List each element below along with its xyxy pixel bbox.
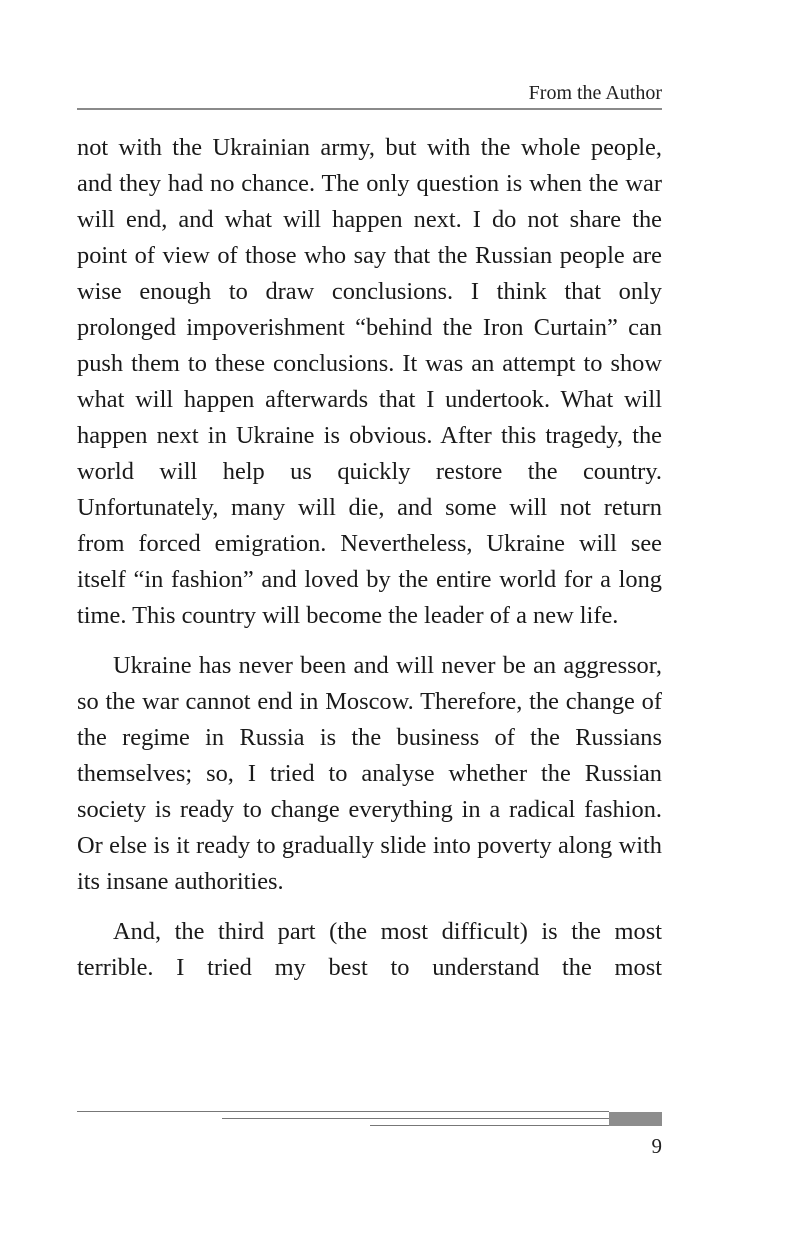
paragraph-3: And, the third part (the most difficult) is the most terrible. I tried my best to understand the most bbox=[77, 918, 662, 981]
running-head-title: From the Author bbox=[528, 82, 662, 104]
paragraph-2: Ukraine has never been and will never be an aggressor, so the war cannot end in Moscow. Therefore, the change of the regime in Russia is the business of the Russians themselves; so, I tried to analyse whether the Russian society is ready to change everything in a radical fashion. Or else is it ready to gradually slide into poverty along with its insane authorities. bbox=[77, 652, 662, 895]
footer-rule-3 bbox=[370, 1125, 609, 1126]
footer-rule-2 bbox=[222, 1118, 609, 1119]
header-rule bbox=[77, 108, 662, 110]
footer-ornament-block bbox=[609, 1112, 662, 1126]
footer-rule-1 bbox=[77, 1111, 609, 1112]
page-body bbox=[77, 130, 662, 986]
paragraph-1: not with the Ukrainian army, but with the whole people, and they had no chance. The only question is when the war will end, and what will happen next. I do not share the point of view of those who say that the Russian people are wise enough to draw conclusions. I think that only prolonged impoverishment “behind the Iron Curtain” can push them to these conclusions. It was an attempt to show what will happen afterwards that I undertook. What will happen next in Ukraine is obvious. After this tragedy, the world will help us quickly restore the country. Unfortunately, many will die, and some will not return from forced emigration. Nevertheless, Ukraine will see itself “in fashion” and loved by the entire world for a long time. This country will become the leader of a new life. bbox=[77, 134, 662, 629]
page-number: 9 bbox=[651, 1134, 662, 1158]
